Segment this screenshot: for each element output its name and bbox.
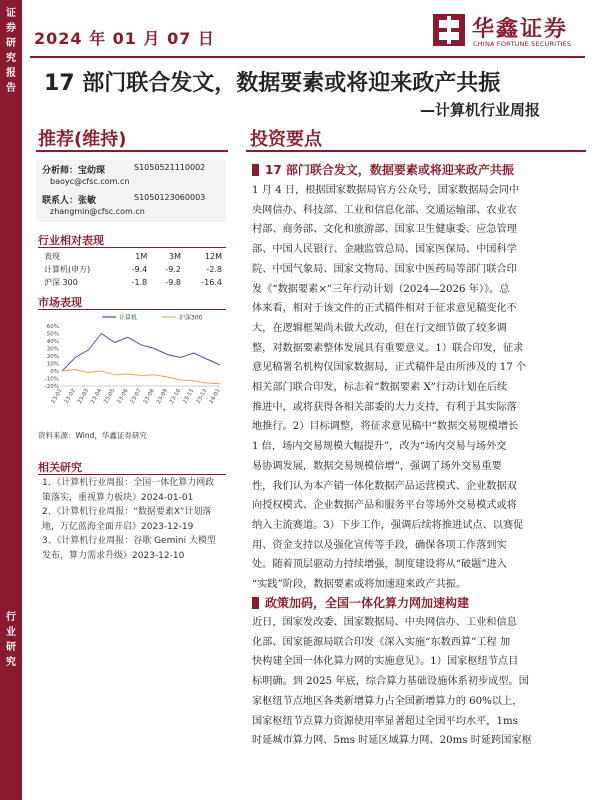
report-title: 17 部门联合发文，数据要素或将迎来政产共振	[44, 71, 501, 96]
analyst-name: 分析师：宝幼琛	[42, 166, 106, 176]
perf-title: 行业相对表现	[38, 234, 104, 247]
perf-cell: -2.8	[206, 265, 222, 274]
report-date: 2024 年 01 月 07 日	[34, 29, 215, 48]
related-title: 相关研究	[38, 461, 82, 474]
sidebar-char: 研	[6, 642, 16, 653]
body-line: 院、中国气象局、国家文物局、国家中医药局等部门联合印	[252, 263, 517, 275]
x-tick-label: 23-05	[103, 388, 117, 405]
series-line-1	[62, 370, 220, 384]
perf-row	[40, 263, 226, 276]
perf-divider	[38, 247, 226, 248]
sidebar	[0, 0, 22, 800]
y-tick-label: 50%	[46, 331, 59, 338]
perf-cell: 计算机(申万)	[44, 265, 91, 274]
y-tick-label: 10%	[46, 361, 59, 368]
legend-label: 沪深300	[179, 314, 203, 322]
sidebar-char: 告	[6, 83, 16, 94]
body-line: 标明确。到 2025 年底，综合算力基础设施体系初步成型。国	[252, 676, 529, 688]
body-line: 1 倍，场内交易规模大幅提升”，改为“场内交易与场外交	[252, 441, 507, 453]
y-tick-label: -10%	[44, 376, 59, 383]
sidebar-char: 研	[6, 38, 16, 49]
x-tick-label: 23-11	[182, 388, 196, 405]
body-line: 体来看，相对于该文件的正式稿件相对于征求意见稿变化不	[252, 303, 517, 315]
x-tick-label: 23-02	[63, 388, 77, 405]
section2-body	[252, 613, 586, 751]
analyst-id: S1050521110002	[134, 163, 206, 172]
y-tick-label: 60%	[46, 324, 59, 330]
invest-divider	[246, 150, 586, 152]
x-tick-label: 23-01	[50, 388, 64, 405]
x-tick-label: 23-08	[142, 388, 156, 405]
sidebar-char: 券	[6, 23, 16, 34]
body-line: 化部、国家能源局联合印发《深入实施“东数西算”工程 加	[252, 636, 511, 648]
rating: 推荐(维持)	[38, 129, 127, 150]
market-title: 市场表现	[38, 296, 82, 309]
body-line: 近日，国家发改委、国家数据局、中央网信办、工业和信息	[252, 617, 517, 628]
x-tick-label: 23-10	[169, 388, 183, 405]
invest-highlights-title: 投资要点	[250, 129, 322, 150]
perf-row	[40, 276, 226, 289]
body-line: “实践”阶段，数据要素或将加速迎来政产共振。	[252, 579, 467, 591]
report-subtitle: —计算机行业周报	[420, 101, 541, 119]
body-line: 性，我们认为本产销一体化数据产品运营模式、企业数据双	[252, 480, 517, 492]
perf-header: 12M	[204, 252, 222, 261]
body-line: 时延城市算力网、5ms 时延区域算力网、20ms 时延跨国家枢	[252, 735, 532, 747]
section1-heading	[252, 159, 586, 178]
perf-cell: -9.4	[131, 265, 148, 274]
body-line: 用、资金支持以及强化宣传等手段，确保各项工作落到实	[252, 539, 507, 551]
section1-title: 17 部门联合发文，数据要素或将迎来政产共振	[265, 163, 514, 177]
section-marker	[252, 597, 259, 609]
body-line: 意见稿署名机构仅国家数据局，正式稿件是由所涉及的 17 个	[252, 362, 527, 374]
related-item[interactable]: 1、《计算机行业周报：全国一体化算力网政策落实，重视算力板块》2024-01-01	[42, 478, 215, 503]
x-tick-label: 23-03	[76, 388, 91, 405]
rating-divider	[36, 150, 228, 152]
perf-header: 1M	[135, 252, 148, 261]
y-tick-label: 0%	[50, 369, 59, 375]
y-tick-label: 30%	[46, 346, 59, 353]
sidebar-char: 行	[6, 612, 16, 623]
market-chart	[36, 312, 228, 424]
perf-cell: 沪深 300	[44, 278, 78, 287]
related-item[interactable]: 2、《计算机行业周报：“数据要素X”计划落地，万亿蓝海全面开启》2023-12-19	[42, 507, 212, 532]
body-line: 大，在逻辑框架尚未做大改动，但在行文细节做了较多调	[252, 322, 507, 334]
logo-text: 华鑫证券	[472, 17, 569, 42]
body-line: 1 月 4 日，根据国家数据局官方公众号，国家数据局会同中	[252, 185, 520, 196]
sidebar-char: 报	[6, 68, 16, 79]
section2-heading	[252, 592, 586, 611]
body-line: 发《“数据要素×”三年行动计划（2024—2026 年）》。总	[252, 283, 510, 295]
section-marker	[252, 164, 259, 176]
market-divider	[38, 309, 226, 310]
body-line: 地推行。2）目标调整，将征求意见稿中“数据交易规模增长	[252, 421, 519, 433]
chart-source: 资料来源：Wind，华鑫证券研究	[38, 431, 147, 440]
perf-header-row	[40, 250, 226, 263]
body-line: 快构建全国一体化算力网的实施意见》。1）国家枢纽节点目	[252, 656, 519, 668]
body-line: 央网信办、科技部、工业和信息化部、交通运输部、农业农	[252, 204, 517, 216]
contact-name: 联系人：张敏	[42, 196, 97, 206]
related-list	[42, 476, 218, 563]
y-tick-label: 20%	[46, 354, 59, 360]
body-line: 村部、商务部、文化和旅游部、国家卫生健康委、应急管理	[252, 224, 517, 236]
sidebar-char: 究	[6, 53, 16, 64]
perf-header: 3M	[168, 252, 181, 261]
perf-cell: -1.8	[131, 278, 148, 287]
legend-label: 计算机	[119, 314, 138, 322]
body-line: 向授权模式、企业数据产品和服务平台等场外交易模式或将	[252, 500, 517, 512]
body-line: 推进中，或将获得各相关部委的大力支持，有利于其实际落	[252, 401, 517, 413]
header-divider	[30, 56, 585, 58]
related-divider	[38, 474, 226, 475]
body-line: 相关部门联合印发，标志着“数据要素 X”行动计划在后续	[252, 382, 508, 394]
related-item[interactable]: 3、《计算机行业周报：谷歌 Gemini 大模型发布，算力需求升级》2023-12-10	[42, 536, 216, 561]
analyst-email[interactable]: baoyc@cfsc.com.cn	[50, 177, 130, 186]
perf-cell: -9.2	[165, 265, 181, 274]
body-line: 部、中国人民银行、金融监管总局、国家医保局、中国科学	[252, 244, 517, 256]
logo-icon	[432, 13, 466, 47]
y-tick-label: -20%	[44, 384, 59, 390]
body-line: 处。随着顶层驱动力持续增强，制度建设将从“破题”进入	[252, 559, 507, 571]
section1-body	[252, 181, 586, 595]
logo-english-text: CHINA FORTUNE SECURITIES	[473, 40, 572, 48]
perf-header: 表现	[44, 252, 60, 261]
body-line: 易协调发展，数据交易规模倍增”，强调了场外交易重要	[252, 460, 502, 472]
series-line-0	[62, 334, 220, 372]
body-line: 整，对数据要素整体发展具有重要意义。1）联合印发，征求	[252, 342, 524, 354]
perf-cell: -9.8	[165, 278, 181, 287]
perf-cell: -16.4	[201, 278, 222, 287]
contact-email[interactable]: zhangmin@cfsc.com.cn	[50, 207, 145, 216]
sidebar-char: 证	[6, 8, 16, 19]
y-tick-label: 40%	[46, 339, 59, 345]
sidebar-char: 究	[6, 657, 16, 668]
sidebar-char: 业	[6, 627, 16, 638]
x-tick-label: 23-06	[116, 388, 130, 405]
x-tick-label: 23-09	[155, 388, 170, 405]
body-line: 家枢纽节点地区各类新增算力占全国新增算力的 60%以上，	[252, 695, 523, 707]
x-tick-label: 24-01	[208, 388, 222, 405]
section2-title: 政策加码，全国一体化算力网加速构建	[265, 596, 470, 610]
analyst-box	[36, 160, 226, 222]
x-tick-label: 23-04	[90, 388, 104, 405]
perf-table	[40, 250, 226, 289]
body-line: 纳入主流赛道。3）下步工作，强调后续将推进试点、以赛促	[252, 519, 524, 531]
body-line: 国家枢纽节点算力资源使用率显著超过全国平均水平，1ms	[252, 715, 518, 727]
x-tick-label: 23-07	[129, 388, 143, 405]
contact-id: S1050123060003	[134, 193, 206, 202]
x-tick-label: 23-12	[195, 388, 209, 405]
